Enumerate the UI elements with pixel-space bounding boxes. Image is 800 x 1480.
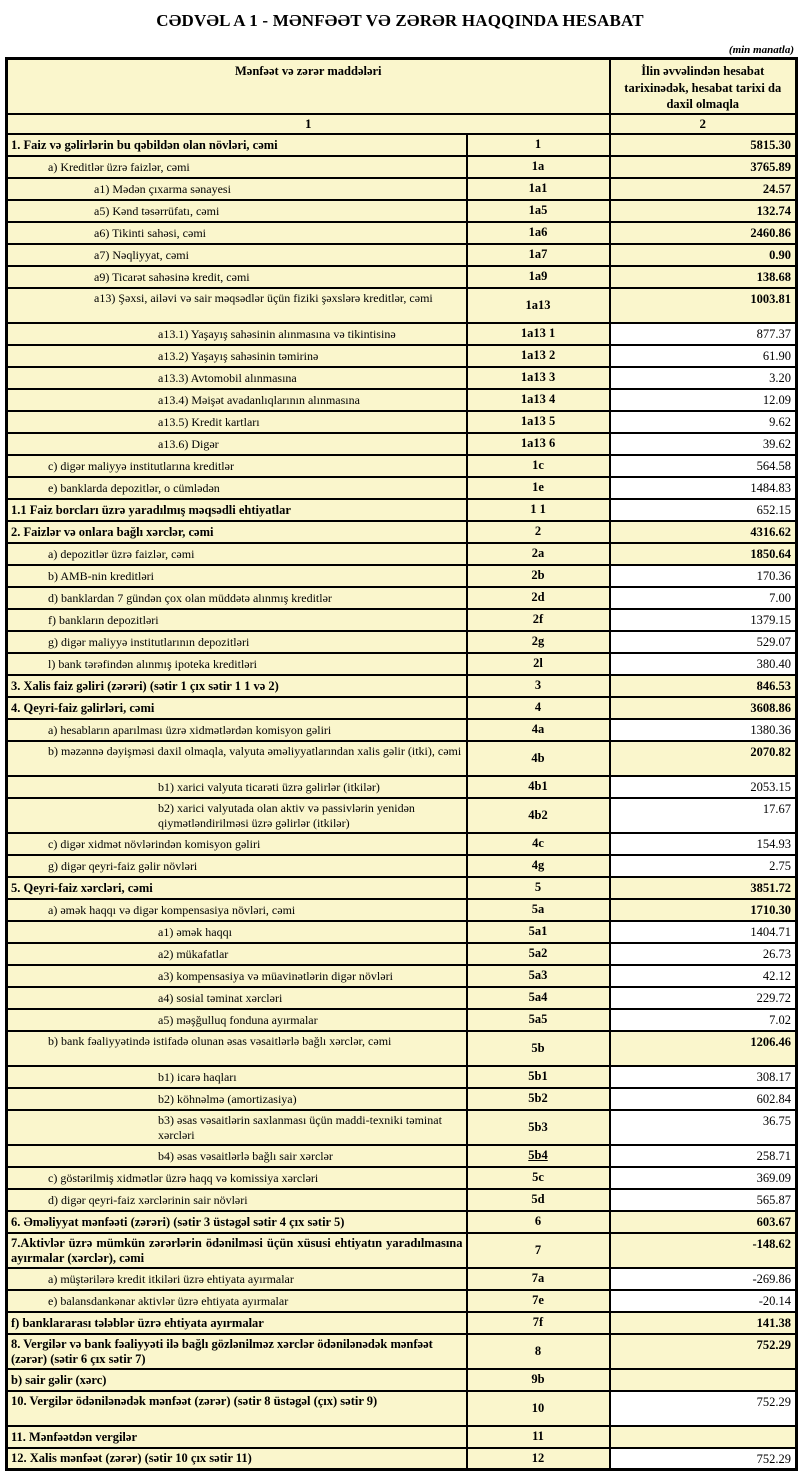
table-row	[7, 222, 797, 244]
row-value: 846.53	[610, 675, 797, 697]
row-code: 1a1	[467, 178, 610, 200]
row-label: a) müştərilərə kredit itkiləri üzrə ehtiyata ayırmalar	[7, 1268, 467, 1290]
row-value: 2.75	[610, 855, 797, 877]
table-row	[7, 134, 797, 156]
row-code: 5a1	[467, 921, 610, 943]
table-row	[7, 1312, 797, 1334]
row-code: 5a	[467, 899, 610, 921]
report-table-body	[7, 134, 797, 1470]
row-value: 0.90	[610, 244, 797, 266]
row-label: 10. Vergilər ödənilənədək mənfəət (zərər) (sətir 8 üstəgəl (çıx) sətir 9)	[7, 1391, 467, 1426]
row-value	[610, 1369, 797, 1391]
table-row	[7, 921, 797, 943]
table-row	[7, 609, 797, 631]
table-row	[7, 943, 797, 965]
table-row	[7, 1031, 797, 1066]
table-row	[7, 1233, 797, 1268]
row-value: 7.00	[610, 587, 797, 609]
row-label: b2) köhnəlmə (amortizasiya)	[7, 1088, 467, 1110]
table-row	[7, 244, 797, 266]
row-label: b) bank fəaliyyətində istifadə olunan əsas vəsaitlərlə bağlı xərclər, cəmi	[7, 1031, 467, 1066]
row-code: 5b3	[467, 1110, 610, 1145]
table-column-number-row	[7, 114, 797, 134]
row-label: a13) Şəxsi, ailəvi və sair məqsədlər üçün fiziki şəxslərə kreditlər, cəmi	[7, 288, 467, 323]
table-header-row	[7, 59, 797, 114]
row-label: d) digər qeyri-faiz xərclərinin sair növləri	[7, 1189, 467, 1211]
row-label: b) AMB-nin kreditləri	[7, 565, 467, 587]
row-value: 3.20	[610, 367, 797, 389]
row-value: 877.37	[610, 323, 797, 345]
row-code: 2	[467, 521, 610, 543]
row-label: f) bankların depozitləri	[7, 609, 467, 631]
row-code: 2g	[467, 631, 610, 653]
table-row	[7, 1290, 797, 1312]
row-value: 2070.82	[610, 741, 797, 776]
row-label: 8. Vergilər və bank fəaliyyəti ilə bağlı gözlənilməz xərclər ödənilənədək mənfəət (zərər) (sətir 6 çıx sətir 7)	[7, 1334, 467, 1369]
table-row	[7, 1369, 797, 1391]
row-code: 7	[467, 1233, 610, 1268]
row-label: c) göstərilmiş xidmətlər üzrə haqq və komissiya xərcləri	[7, 1167, 467, 1189]
row-code: 1c	[467, 455, 610, 477]
table-row	[7, 455, 797, 477]
row-code: 5a2	[467, 943, 610, 965]
row-value: 1379.15	[610, 609, 797, 631]
row-code: 7a	[467, 1268, 610, 1290]
row-code: 1a13 6	[467, 433, 610, 455]
row-value: 17.67	[610, 798, 797, 833]
row-label: a1) əmək haqqı	[7, 921, 467, 943]
row-label: 5. Qeyri-faiz xərcləri, cəmi	[7, 877, 467, 899]
row-label: g) digər maliyyə institutlarının depozitləri	[7, 631, 467, 653]
row-code: 2a	[467, 543, 610, 565]
row-value: 132.74	[610, 200, 797, 222]
row-code: 1e	[467, 477, 610, 499]
row-code: 4b2	[467, 798, 610, 833]
row-label: c) digər maliyyə institutlarına kreditlər	[7, 455, 467, 477]
row-value: 3765.89	[610, 156, 797, 178]
table-row	[7, 877, 797, 899]
row-label: a13.2) Yaşayış sahəsinin təmirinə	[7, 345, 467, 367]
table-row	[7, 1334, 797, 1369]
row-label: a6) Tikinti sahəsi, cəmi	[7, 222, 467, 244]
row-code: 4	[467, 697, 610, 719]
row-value: -148.62	[610, 1233, 797, 1268]
row-code: 5b2	[467, 1088, 610, 1110]
header-value-column: İlin əvvəlindən hesabat tarixinədək, hesabat tarixi da daxil olmaqla	[610, 59, 797, 114]
row-value: 7.02	[610, 1009, 797, 1031]
row-label: f) banklararası tələblər üzrə ehtiyata ayırmalar	[7, 1312, 467, 1334]
row-label: a7) Nəqliyyat, cəmi	[7, 244, 467, 266]
row-value: 39.62	[610, 433, 797, 455]
row-label: b4) əsas vəsaitlərlə bağlı sair xərclər	[7, 1145, 467, 1167]
row-code: 2d	[467, 587, 610, 609]
row-code: 11	[467, 1426, 610, 1448]
table-row	[7, 1167, 797, 1189]
row-code: 2f	[467, 609, 610, 631]
row-label: a5) məşğulluq fonduna ayırmalar	[7, 1009, 467, 1031]
row-value: 380.40	[610, 653, 797, 675]
row-label: a13.4) Məişət avadanlıqlarının alınmasına	[7, 389, 467, 411]
row-value: 2053.15	[610, 776, 797, 798]
row-value: -20.14	[610, 1290, 797, 1312]
row-value: 1850.64	[610, 543, 797, 565]
row-value: 564.58	[610, 455, 797, 477]
row-value: 5815.30	[610, 134, 797, 156]
table-row	[7, 631, 797, 653]
row-label: a13.1) Yaşayış sahəsinin alınmasına və tikintisinə	[7, 323, 467, 345]
row-value: 529.07	[610, 631, 797, 653]
table-row	[7, 345, 797, 367]
row-code: 1 1	[467, 499, 610, 521]
table-row	[7, 776, 797, 798]
table-row	[7, 833, 797, 855]
row-value: 1380.36	[610, 719, 797, 741]
table-row	[7, 1009, 797, 1031]
row-label: a13.3) Avtomobil alınmasına	[7, 367, 467, 389]
row-value: 141.38	[610, 1312, 797, 1334]
table-row	[7, 499, 797, 521]
table-row	[7, 543, 797, 565]
row-value: 154.93	[610, 833, 797, 855]
row-code: 4b	[467, 741, 610, 776]
row-label: a) depozitlər üzrə faizlər, cəmi	[7, 543, 467, 565]
table-row	[7, 899, 797, 921]
row-value: 1003.81	[610, 288, 797, 323]
row-value: 652.15	[610, 499, 797, 521]
profit-loss-table	[5, 57, 798, 1471]
row-code: 5d	[467, 1189, 610, 1211]
row-value: 36.75	[610, 1110, 797, 1145]
row-code: 1a	[467, 156, 610, 178]
row-label: a1) Mədən çıxarma sənayesi	[7, 178, 467, 200]
row-code: 7f	[467, 1312, 610, 1334]
column-number-2: 2	[610, 114, 797, 134]
row-code: 4b1	[467, 776, 610, 798]
row-code: 12	[467, 1448, 610, 1470]
table-row	[7, 1145, 797, 1167]
page-title: CƏDVƏL A 1 - MƏNFƏƏT VƏ ZƏRƏR HAQQINDA HESABAT	[156, 11, 644, 30]
table-row	[7, 1211, 797, 1233]
row-label: 7.Aktivlər üzrə mümkün zərərlərin ödənilməsi üçün xüsusi ehtiyatın yaradılmasına ayırmalar (xərclər), cəmi	[7, 1233, 467, 1268]
table-row	[7, 697, 797, 719]
table-row	[7, 156, 797, 178]
row-code: 1a13 4	[467, 389, 610, 411]
row-label: a13.6) Digər	[7, 433, 467, 455]
table-row	[7, 1066, 797, 1088]
row-value: 1710.30	[610, 899, 797, 921]
row-label: a9) Ticarət sahəsinə kredit, cəmi	[7, 266, 467, 288]
row-value: 565.87	[610, 1189, 797, 1211]
row-value: 602.84	[610, 1088, 797, 1110]
table-row	[7, 741, 797, 776]
table-row	[7, 798, 797, 833]
row-code: 5a4	[467, 987, 610, 1009]
row-code: 7e	[467, 1290, 610, 1312]
row-value: 42.12	[610, 965, 797, 987]
row-label: a13.5) Kredit kartları	[7, 411, 467, 433]
table-row	[7, 855, 797, 877]
row-value: 26.73	[610, 943, 797, 965]
row-label: 4. Qeyri-faiz gəlirləri, cəmi	[7, 697, 467, 719]
row-code: 4g	[467, 855, 610, 877]
row-code: 4c	[467, 833, 610, 855]
row-label: b1) icarə haqları	[7, 1066, 467, 1088]
table-row	[7, 965, 797, 987]
row-label: a) hesabların aparılması üzrə xidmətlərdən komisyon gəliri	[7, 719, 467, 741]
table-row	[7, 477, 797, 499]
table-row	[7, 675, 797, 697]
row-value: 2460.86	[610, 222, 797, 244]
table-row	[7, 987, 797, 1009]
row-label: 12. Xalis mənfəət (zərər) (sətir 10 çıx sətir 11)	[7, 1448, 467, 1470]
row-code: 5a5	[467, 1009, 610, 1031]
row-label: e) banklarda depozitlər, o cümlədən	[7, 477, 467, 499]
column-number-1: 1	[7, 114, 610, 134]
table-row	[7, 521, 797, 543]
row-value: 308.17	[610, 1066, 797, 1088]
table-row	[7, 1110, 797, 1145]
table-row	[7, 389, 797, 411]
table-row	[7, 411, 797, 433]
row-code: 10	[467, 1391, 610, 1426]
row-code: 1a13 2	[467, 345, 610, 367]
row-code: 3	[467, 675, 610, 697]
table-row	[7, 653, 797, 675]
table-row	[7, 367, 797, 389]
row-value: 603.67	[610, 1211, 797, 1233]
row-label: b) məzənnə dəyişməsi daxil olmaqla, valyuta əməliyyatlarından xalis gəlir (itki), cəmi	[7, 741, 467, 776]
table-row	[7, 587, 797, 609]
row-value: 369.09	[610, 1167, 797, 1189]
row-value: 229.72	[610, 987, 797, 1009]
row-code: 6	[467, 1211, 610, 1233]
table-row	[7, 1088, 797, 1110]
row-code: 2l	[467, 653, 610, 675]
table-row	[7, 288, 797, 323]
row-value: 24.57	[610, 178, 797, 200]
row-code: 1a13 5	[467, 411, 610, 433]
row-label: a5) Kənd təsərrüfatı, cəmi	[7, 200, 467, 222]
row-value: 138.68	[610, 266, 797, 288]
row-label: b2) xarici valyutada olan aktiv və passivlərin yenidən qiymətləndirilməsi üzrə gəlirlər (itkilər)	[7, 798, 467, 833]
row-value: 258.71	[610, 1145, 797, 1167]
table-row	[7, 266, 797, 288]
table-row	[7, 433, 797, 455]
row-label: 11. Mənfəətdən vergilər	[7, 1426, 467, 1448]
row-label: b3) əsas vəsaitlərin saxlanması üçün maddi-texniki təminat xərcləri	[7, 1110, 467, 1145]
row-code: 5b	[467, 1031, 610, 1066]
table-row	[7, 323, 797, 345]
row-label: c) digər xidmət növlərindən komisyon gəliri	[7, 833, 467, 855]
unit-note: (min manatla)	[728, 44, 794, 56]
row-code: 2b	[467, 565, 610, 587]
row-code: 5b1	[467, 1066, 610, 1088]
row-label: a3) kompensasiya və müavinətlərin digər növləri	[7, 965, 467, 987]
row-value: 9.62	[610, 411, 797, 433]
row-value: 752.29	[610, 1334, 797, 1369]
row-code: 5b4	[467, 1145, 610, 1167]
table-row	[7, 200, 797, 222]
row-label: a2) mükafatlar	[7, 943, 467, 965]
table-row	[7, 1268, 797, 1290]
table-row	[7, 1391, 797, 1426]
row-value: 3608.86	[610, 697, 797, 719]
table-row	[7, 719, 797, 741]
row-value	[610, 1426, 797, 1448]
row-code: 1a13	[467, 288, 610, 323]
row-code: 9b	[467, 1369, 610, 1391]
row-value: 61.90	[610, 345, 797, 367]
row-value: 1206.46	[610, 1031, 797, 1066]
row-label: d) banklardan 7 gündən çox olan müddətə alınmış kreditlər	[7, 587, 467, 609]
row-label: g) digər qeyri-faiz gəlir növləri	[7, 855, 467, 877]
header-items-column: Mənfəət və zərər maddələri	[7, 59, 610, 114]
row-label: 6. Əməliyyat mənfəəti (zərəri) (sətir 3 üstəgəl sətir 4 çıx sətir 5)	[7, 1211, 467, 1233]
row-value: -269.86	[610, 1268, 797, 1290]
row-code: 5	[467, 877, 610, 899]
row-value: 1404.71	[610, 921, 797, 943]
row-code: 5c	[467, 1167, 610, 1189]
row-label: a) Kreditlər üzrə faizlər, cəmi	[7, 156, 467, 178]
row-label: 1.1 Faiz borcları üzrə yaradılmış məqsədli ehtiyatlar	[7, 499, 467, 521]
row-code: 1a6	[467, 222, 610, 244]
row-code: 4a	[467, 719, 610, 741]
row-label: e) balansdankənar aktivlər üzrə ehtiyata ayırmalar	[7, 1290, 467, 1312]
row-label: b1) xarici valyuta ticarəti üzrə gəlirlər (itkilər)	[7, 776, 467, 798]
row-label: 1. Faiz və gəlirlərin bu qəbildən olan növləri, cəmi	[7, 134, 467, 156]
row-value: 752.29	[610, 1391, 797, 1426]
row-label: a) əmək haqqı və digər kompensasiya növləri, cəmi	[7, 899, 467, 921]
row-code: 1a9	[467, 266, 610, 288]
table-row	[7, 565, 797, 587]
row-value: 3851.72	[610, 877, 797, 899]
row-value: 1484.83	[610, 477, 797, 499]
row-code: 5a3	[467, 965, 610, 987]
row-code: 1a13 3	[467, 367, 610, 389]
row-label: l) bank tərəfindən alınmış ipoteka kreditləri	[7, 653, 467, 675]
table-row	[7, 1426, 797, 1448]
row-value: 12.09	[610, 389, 797, 411]
row-code: 1a5	[467, 200, 610, 222]
table-row	[7, 1189, 797, 1211]
row-value: 752.29	[610, 1448, 797, 1470]
row-value: 4316.62	[610, 521, 797, 543]
row-value: 170.36	[610, 565, 797, 587]
row-label: 2. Faizlər və onlara bağlı xərclər, cəmi	[7, 521, 467, 543]
row-code: 1a7	[467, 244, 610, 266]
row-label: b) sair gəlir (xərc)	[7, 1369, 467, 1391]
row-code: 1a13 1	[467, 323, 610, 345]
row-code: 8	[467, 1334, 610, 1369]
row-code: 1	[467, 134, 610, 156]
table-row	[7, 178, 797, 200]
row-label: 3. Xalis faiz gəliri (zərəri) (sətir 1 çıx sətir 1 1 və 2)	[7, 675, 467, 697]
table-row	[7, 1448, 797, 1470]
row-label: a4) sosial təminat xərcləri	[7, 987, 467, 1009]
